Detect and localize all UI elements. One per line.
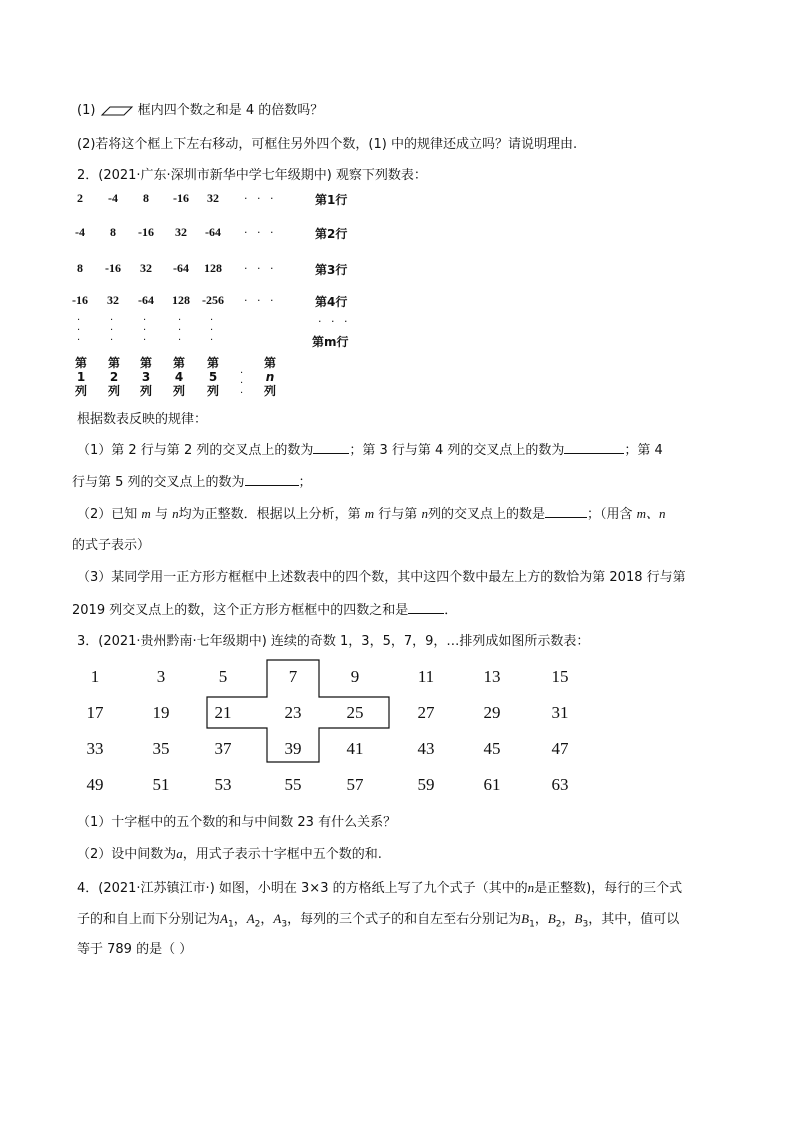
- grid-number: 15: [551, 667, 569, 686]
- column-label: 列: [263, 384, 276, 398]
- grid-number: 47: [551, 739, 569, 758]
- problem-4-line2: 子的和自上而下分别记为$A_1$，$A_2$，$A_3$，每列的三个式子的和自左至右分别记为$B_1$，$B_2$，$B_3$，其中，值可以: [77, 911, 680, 930]
- grid-number: 29: [483, 703, 501, 722]
- problem-2-sub2-line2: 的式子表示）: [72, 538, 151, 553]
- row-ellipsis: · · ·: [244, 192, 277, 205]
- grid-number: 55: [284, 775, 302, 794]
- problem-4-line3: 等于 789 的是（ ）: [77, 942, 193, 957]
- grid-number: 5: [218, 667, 228, 686]
- row-ellipsis: · · ·: [244, 294, 277, 307]
- column-ellipsis: ·: [110, 325, 114, 336]
- table-cell: 128: [204, 261, 222, 275]
- grid-number: 17: [86, 703, 104, 722]
- problem-2-sub3-line2: 2019 列交叉点上的数，这个正方形方框框中的四数之和是 ．: [72, 603, 458, 618]
- column-label: 列: [139, 384, 152, 398]
- problem-3-sub2: （2）设中间数为a，用式子表示十字框中五个数的和.: [77, 846, 382, 862]
- column-ellipsis: ·: [210, 325, 214, 336]
- column-label: 列: [172, 384, 185, 398]
- grid-number: 31: [551, 703, 569, 722]
- answer-blank[interactable]: [313, 441, 349, 454]
- column-label: 第: [139, 356, 152, 370]
- grid-number: 23: [284, 703, 302, 722]
- problem-4-line1: 4．(2021·江苏镇江市·) 如图，小明在 3×3 的方格纸上写了九个式子（其中的n是正整数)，每行的三个式: [77, 880, 683, 896]
- column-ellipsis: ·: [178, 335, 182, 346]
- column-label: 列: [206, 384, 219, 398]
- answer-blank[interactable]: [564, 441, 624, 454]
- grid-number: 51: [152, 775, 170, 794]
- grid-number: 3: [156, 667, 166, 686]
- grid-number: 41: [346, 739, 364, 758]
- column-ellipsis: ·: [240, 368, 244, 379]
- row-m-label: 第m行: [312, 335, 349, 349]
- table-cell: 8: [143, 191, 149, 205]
- column-ellipsis: ·: [143, 325, 147, 336]
- column-label: 2: [109, 370, 119, 384]
- table-cell: 8: [110, 225, 116, 239]
- column-ellipsis: ·: [240, 378, 244, 389]
- table-cell: 128: [172, 293, 190, 307]
- column-ellipsis: ·: [110, 315, 114, 326]
- grid-number: 43: [417, 739, 435, 758]
- table-cell: -64: [138, 293, 154, 307]
- column-label: 1: [76, 370, 86, 384]
- intro-question-2: (2)若将这个框上下左右移动，可框住另外四个数，(1) 中的规律还成立吗？请说明理由.: [77, 137, 578, 152]
- column-ellipsis: ·: [210, 335, 214, 346]
- row-label: 第3行: [315, 263, 348, 277]
- parallelogram-icon: [100, 105, 134, 117]
- table-cell: -256: [202, 293, 224, 307]
- grid-number: 57: [346, 775, 364, 794]
- rows-ellipsis: · · ·: [318, 315, 351, 328]
- grid-number: 33: [86, 739, 104, 758]
- problem-3-sub1: （1）十字框中的五个数的和与中间数 23 有什么关系？: [77, 815, 397, 830]
- table-cell: -4: [75, 225, 85, 239]
- row-ellipsis: · · ·: [244, 262, 277, 275]
- grid-number: 39: [284, 739, 302, 758]
- table-cell: -16: [105, 261, 121, 275]
- grid-number: 45: [483, 739, 501, 758]
- table-cell: -16: [173, 191, 189, 205]
- column-ellipsis: ·: [143, 335, 147, 346]
- table-cell: 32: [175, 225, 187, 239]
- column-label: 5: [208, 370, 218, 384]
- grid-number: 59: [417, 775, 435, 794]
- table-cell: 8: [77, 261, 83, 275]
- table-cell: -16: [138, 225, 154, 239]
- column-label: 3: [141, 370, 151, 384]
- answer-blank[interactable]: [408, 601, 444, 614]
- column-ellipsis: ·: [178, 315, 182, 326]
- grid-number: 63: [551, 775, 569, 794]
- column-label: 列: [74, 384, 87, 398]
- column-ellipsis: ·: [77, 315, 81, 326]
- table-cell: -4: [108, 191, 118, 205]
- row-label: 第2行: [315, 227, 348, 241]
- grid-number: 9: [350, 667, 360, 686]
- column-label: 列: [107, 384, 120, 398]
- grid-number: 61: [483, 775, 501, 794]
- grid-number: 7: [288, 667, 298, 686]
- column-label: 第: [206, 356, 219, 370]
- table-cell: -64: [205, 225, 221, 239]
- grid-number: 11: [417, 667, 435, 686]
- column-ellipsis: ·: [210, 315, 214, 326]
- problem-2-sub2-line1: （2）已知 m 与 n均为正整数．根据以上分析，第 m 行与第 n列的交叉点上的数是 ；（用含 m、n: [77, 506, 666, 522]
- table-cell: 32: [107, 293, 119, 307]
- grid-number: 1: [90, 667, 100, 686]
- column-ellipsis: ·: [143, 315, 147, 326]
- column-ellipsis: ·: [240, 388, 244, 399]
- column-label: 第: [263, 356, 276, 370]
- grid-number: 53: [214, 775, 232, 794]
- answer-blank[interactable]: [245, 473, 299, 486]
- column-label: 第: [107, 356, 120, 370]
- row-label: 第4行: [315, 295, 348, 309]
- column-label: 4: [174, 370, 184, 384]
- answer-blank[interactable]: [545, 505, 587, 518]
- column-ellipsis: ·: [77, 325, 81, 336]
- column-label: 第: [74, 356, 87, 370]
- problem-2-sub3-line1: （3）某同学用一正方形方框框中上述数表中的四个数，其中这四个数中最左上方的数恰为第 2018 行与第: [77, 570, 686, 585]
- table-cell: 32: [207, 191, 219, 205]
- problem-2-header: 2．(2021·广东·深圳市新华中学七年级期中) 观察下列数表：: [77, 168, 427, 183]
- table-cell: -64: [173, 261, 189, 275]
- grid-number: 21: [214, 703, 232, 722]
- grid-number: 19: [152, 703, 170, 722]
- grid-number: 25: [346, 703, 364, 722]
- intro-question-1: (1) 框内四个数之和是 4 的倍数吗？: [77, 103, 324, 118]
- grid-number: 49: [86, 775, 104, 794]
- problem-2-sub1-line1: （1）第 2 行与第 2 列的交叉点上的数为 ；第 3 行与第 4 列的交叉点上的数为 ；第 4: [77, 443, 663, 458]
- grid-number: 27: [417, 703, 435, 722]
- row-ellipsis: · · ·: [244, 226, 277, 239]
- column-ellipsis: ·: [178, 325, 182, 336]
- grid-number: 35: [152, 739, 170, 758]
- column-label: 第: [172, 356, 185, 370]
- problem-2-sub1-line2: 行与第 5 列的交叉点上的数为 ；: [72, 475, 312, 490]
- problem-3-header: 3．(2021·贵州黔南·七年级期中) 连续的奇数 1，3，5，7，9，…排列成如图所示数表：: [77, 634, 590, 649]
- table-cell: -16: [72, 293, 88, 307]
- column-ellipsis: ·: [110, 335, 114, 346]
- problem-2-rule: 根据数表反映的规律：: [77, 412, 208, 427]
- column-label: n: [265, 370, 275, 384]
- table-cell: 2: [77, 191, 83, 205]
- column-ellipsis: ·: [77, 335, 81, 346]
- table-cell: 32: [140, 261, 152, 275]
- grid-number: 13: [483, 667, 501, 686]
- grid-number: 37: [214, 739, 232, 758]
- row-label: 第1行: [315, 193, 348, 207]
